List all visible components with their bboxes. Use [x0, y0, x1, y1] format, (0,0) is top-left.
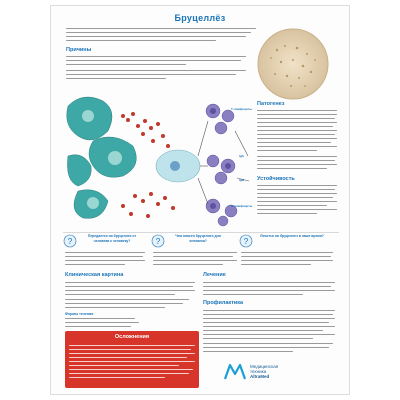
altramed-logo-icon	[224, 362, 246, 380]
svg-text:?: ?	[243, 237, 249, 246]
question-3: Лечится ли бруцеллез в наше время?	[260, 234, 324, 238]
heading-treatment: Лечение	[203, 272, 226, 278]
heading-prevention: Профилактика	[203, 300, 244, 306]
complications-box	[65, 331, 199, 388]
divider	[63, 232, 339, 233]
question-icon-2	[151, 234, 165, 248]
question-1: Передается ли бруцеллез от человека к человеку?	[87, 234, 137, 243]
svg-text:?: ?	[67, 237, 73, 246]
logo-line-1: Медицинская	[250, 364, 279, 369]
svg-text:?: ?	[155, 237, 161, 246]
question-icon-1	[63, 234, 77, 248]
logo-line-3: AltraMed	[250, 374, 270, 380]
label-igm: IgM	[239, 178, 245, 182]
question-2: Чем опасен бруцеллез для человека?	[175, 234, 221, 243]
poster	[50, 5, 350, 395]
label-t-lymphocytes: Т-лимфоциты	[231, 107, 252, 111]
heading-resistance: Устойчивость	[257, 176, 295, 182]
poster-title: Бруцеллёз	[174, 13, 226, 23]
bacteria-micrograph-image	[257, 28, 329, 100]
heading-forms: Формы течения	[65, 312, 94, 316]
heading-causes: Причины	[66, 47, 92, 53]
question-icon-3	[239, 234, 253, 248]
logo-line-2: техника	[250, 369, 267, 375]
heading-pathogenesis: Патогенез	[257, 101, 285, 107]
logo-text	[250, 364, 278, 380]
heading-complications: Осложнения	[114, 334, 150, 340]
label-b-lymphocytes: B-лимфоциты	[231, 204, 253, 208]
heading-clinical: Клиническая картина	[65, 272, 124, 278]
label-igg: IgG	[239, 154, 244, 158]
